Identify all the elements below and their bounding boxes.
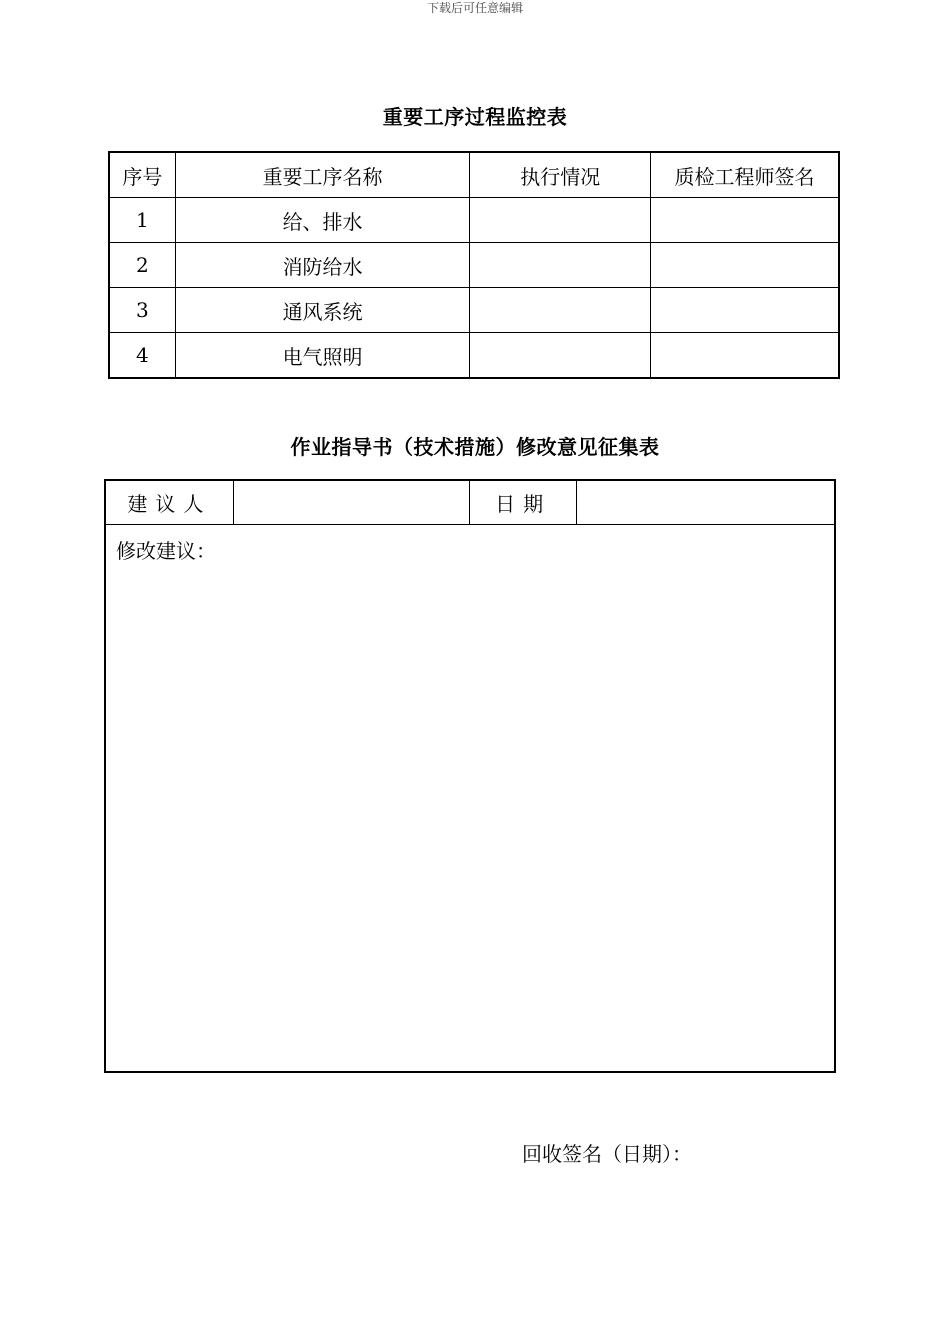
row-signature-cell[interactable]	[650, 288, 839, 333]
header-note: 下载后可任意编辑	[426, 1, 523, 15]
row-status-cell[interactable]	[470, 333, 650, 379]
row-signature-cell[interactable]	[650, 333, 839, 379]
table-row	[109, 288, 839, 333]
table-row	[109, 243, 839, 288]
header-execution-status: 执行情况	[470, 152, 650, 198]
feedback-form-title: 作业指导书（技术措施）修改意见征集表	[290, 435, 660, 459]
date-label: 日期	[470, 480, 576, 525]
monitor-table	[108, 151, 840, 379]
header-qc-signature: 质检工程师签名	[650, 152, 839, 198]
proposer-field[interactable]	[233, 480, 470, 525]
table-row	[109, 198, 839, 243]
date-field[interactable]	[576, 480, 835, 525]
row-no: 3	[109, 288, 175, 333]
suggestion-area[interactable]	[105, 525, 835, 1073]
feedback-form	[104, 479, 836, 1073]
row-status-cell[interactable]	[470, 198, 650, 243]
row-no: 2	[109, 243, 175, 288]
row-signature-cell[interactable]	[650, 198, 839, 243]
row-process-name: 消防给水	[175, 243, 470, 288]
feedback-header-row	[105, 480, 835, 525]
table-row	[109, 333, 839, 379]
suggestion-label: 修改建议：	[116, 539, 216, 563]
row-no: 1	[109, 198, 175, 243]
row-status-cell[interactable]	[470, 288, 650, 333]
row-process-name: 通风系统	[175, 288, 470, 333]
monitor-table-title: 重要工序过程监控表	[382, 105, 568, 129]
suggestion-row	[105, 525, 835, 1073]
row-process-name: 电气照明	[175, 333, 470, 379]
proposer-label: 建议人	[105, 480, 233, 525]
row-status-cell[interactable]	[470, 243, 650, 288]
row-process-name: 给、排水	[175, 198, 470, 243]
header-process-name: 重要工序名称	[175, 152, 470, 198]
header-no: 序号	[109, 152, 175, 198]
row-no: 4	[109, 333, 175, 379]
table-header-row	[109, 152, 839, 198]
row-signature-cell[interactable]	[650, 243, 839, 288]
recycle-signature-label: 回收签名（日期）：	[522, 1142, 692, 1166]
